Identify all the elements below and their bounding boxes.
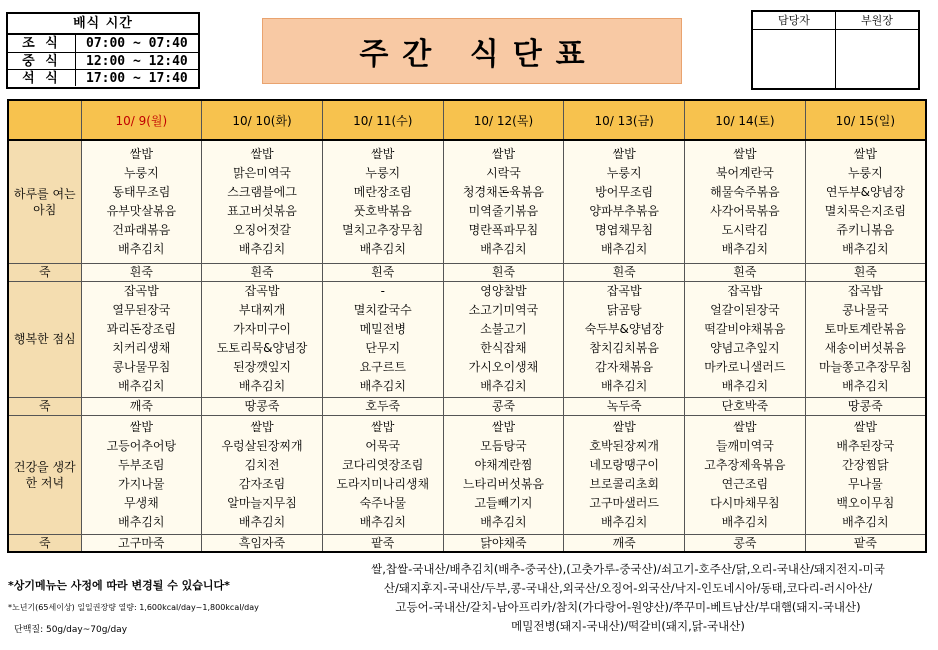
menu-cell: [322, 140, 443, 263]
menu-item: 마늘쫑고추장무침: [818, 360, 912, 374]
menu-item: 잡곡밥: [123, 284, 159, 298]
menu-item: 배추김치: [480, 241, 527, 256]
menu-item: 간장찜닭: [842, 457, 889, 472]
menu-item: 가지나물: [118, 476, 165, 491]
day-header: 10/ 12(목): [443, 100, 564, 140]
menu-item: 오징어젓갈: [233, 222, 292, 237]
menu-item: 소불고기: [480, 322, 527, 336]
menu-item: 다시마채무침: [710, 495, 780, 510]
menu-item: 누룽지: [847, 165, 883, 180]
serving-time: 07:00 ~ 07:40: [86, 36, 188, 51]
porridge-cell: 깨죽: [564, 534, 685, 552]
menu-item: 닭곰탕: [606, 303, 642, 317]
menu-item: 쌀밥: [853, 419, 877, 434]
menu-item: 쌀밥: [250, 146, 274, 161]
menu-cell: [322, 281, 443, 397]
menu-item: 멸치고추장무침: [342, 222, 424, 237]
menu-cell: [805, 140, 926, 263]
menu-cell: [443, 281, 564, 397]
menu-item: 쌀밥: [612, 419, 636, 434]
menu-item: 단무지: [365, 341, 401, 355]
menu-item: 양파부추볶음: [589, 203, 659, 218]
menu-item: 사각어묵볶음: [710, 203, 780, 218]
origin-info: [326, 560, 930, 636]
menu-item: 배추김치: [238, 514, 286, 529]
menu-item: 방어무조림: [595, 184, 654, 199]
menu-cell: [81, 415, 202, 534]
menu-item: 고등어추어탕: [106, 438, 177, 453]
menu-item: 잡곡밥: [244, 284, 280, 298]
signature-area: [753, 30, 835, 88]
menu-cell: [564, 140, 685, 263]
menu-item: 누룽지: [365, 165, 401, 180]
menu-item: 멸치묵은지조림: [824, 203, 906, 218]
serving-meal: 석 식: [8, 70, 76, 86]
day-header: 10/ 11(수): [322, 100, 443, 140]
serving-row-breakfast: [8, 35, 198, 52]
porridge-cell: 호두죽: [322, 397, 443, 415]
menu-cell: [202, 415, 323, 534]
energy-recommendation: *노년기(65세이상) 일일권장량 열량: 1,600kcal/day~1,800kcal/day: [8, 603, 259, 612]
porridge-cell: 고구마죽: [81, 534, 202, 552]
menu-item: 메밀전병: [359, 322, 406, 336]
menu-item: 배추김치: [359, 514, 406, 529]
porridge-cell: 깨죽: [81, 397, 202, 415]
menu-item: 배추김치: [600, 514, 648, 529]
menu-item: 누룽지: [606, 165, 642, 180]
menu-item: 북어계란국: [715, 165, 774, 180]
menu-item: 소고기미역국: [468, 303, 539, 317]
menu-item: 쌀밥: [612, 146, 636, 161]
menu-cell: [685, 415, 806, 534]
menu-cell: [443, 415, 564, 534]
menu-item: 우렁살된장찌개: [221, 438, 303, 453]
serving-row-lunch: [8, 52, 198, 69]
menu-item: 쌀밥: [371, 419, 395, 434]
menu-item: -: [380, 284, 385, 298]
approval-label: 담당자: [753, 12, 835, 30]
menu-cell: [805, 281, 926, 397]
porridge-cell: 흑임자죽: [202, 534, 323, 552]
porridge-cell: 흰죽: [443, 263, 564, 281]
day-header: 10/ 10(화): [202, 100, 323, 140]
protein-recommendation: 단백질: 50g/day~70g/day: [14, 625, 128, 635]
menu-item: 무나물: [847, 476, 883, 491]
menu-item: 메란장조림: [353, 184, 412, 199]
menu-item: 시락국: [486, 165, 521, 180]
porridge-cell: 콩죽: [685, 534, 806, 552]
approval-box: [751, 10, 920, 90]
menu-item: 얼갈이된장국: [710, 303, 780, 317]
row-label: 행복한 점심: [8, 281, 81, 397]
menu-item: 잡곡밥: [847, 284, 883, 298]
menu-item: 치커리생채: [112, 341, 171, 355]
change-notice: *상기메뉴는 사정에 따라 변경될 수 있습니다*: [8, 579, 230, 592]
menu-item: 배추김치: [842, 514, 889, 529]
menu-item: 동태무조림: [112, 184, 171, 199]
row-label: 죽: [8, 263, 81, 281]
menu-item: 숙주나물: [359, 495, 406, 510]
menu-item: 두부조림: [118, 457, 165, 472]
porridge-row: [8, 263, 926, 281]
menu-cell: [564, 281, 685, 397]
notes: [8, 577, 326, 635]
meal-row-dinner: [8, 415, 926, 534]
menu-item: 쌀밥: [733, 146, 757, 161]
row-label: 죽: [8, 534, 81, 552]
menu-item: 쌀밥: [491, 146, 516, 161]
menu-item: 가시오이생채: [468, 360, 539, 374]
menu-item: 영양찰밥: [480, 284, 527, 298]
menu-item: 배추김치: [118, 241, 165, 256]
menu-cell: [81, 281, 202, 397]
menu-item: 브로콜리초회: [589, 476, 659, 491]
menu-item: 숙두부&양념장: [584, 322, 664, 336]
day-header-row: [8, 100, 926, 140]
menu-item: 미역줄기볶음: [468, 203, 539, 218]
menu-item: 느타리버섯볶음: [462, 476, 545, 491]
menu-item: 모듬탕국: [480, 438, 527, 453]
serving-row-dinner: [8, 69, 198, 86]
menu-item: 야채계란찜: [474, 457, 533, 472]
menu-cell: [202, 140, 323, 263]
menu-item: 도라지미나리생채: [336, 476, 430, 491]
menu-cell: [322, 415, 443, 534]
menu-item: 명란폭파무침: [468, 222, 539, 237]
menu-item: 배추김치: [238, 379, 286, 393]
menu-item: 표고버섯볶음: [227, 203, 297, 218]
row-label: 하루를 여는 아침: [8, 140, 81, 263]
menu-item: 고추장제육볶음: [704, 457, 786, 472]
origin-line: 산/돼지후지-국내산/두부,콩-국내산,외국산/오징어-외국산/낙지-인도네시아/동태,코다리-러시아산/: [383, 581, 873, 595]
menu-item: 배추김치: [721, 379, 769, 393]
porridge-cell: 흰죽: [322, 263, 443, 281]
menu-item: 어묵국: [365, 438, 401, 453]
menu-item: 배추된장국: [836, 438, 895, 453]
porridge-cell: 흰죽: [564, 263, 685, 281]
menu-item: 네모랑땡구이: [589, 457, 659, 472]
approval-label: 부원장: [836, 12, 918, 30]
menu-item: 배추김치: [721, 241, 769, 256]
menu-item: 떡갈비야채볶음: [704, 322, 786, 336]
porridge-cell: 땅콩죽: [202, 397, 323, 415]
menu-item: 쌀밥: [491, 419, 516, 434]
porridge-cell: 흰죽: [685, 263, 806, 281]
menu-item: 쌀밥: [129, 146, 153, 161]
menu-item: 요구르트: [359, 360, 406, 374]
serving-meal: 조 식: [8, 35, 76, 52]
menu-item: 쌀밥: [129, 419, 153, 434]
menu-item: 멸치칼국수: [353, 303, 412, 317]
title-banner: [262, 18, 682, 84]
menu-item: 연근조림: [721, 476, 769, 491]
menu-item: 들깨미역국: [715, 438, 774, 453]
menu-item: 배추김치: [842, 379, 889, 393]
menu-item: 된장깻잎지: [233, 360, 292, 374]
menu-item: 배추김치: [600, 379, 648, 393]
menu-item: 호박된장찌개: [589, 438, 659, 453]
menu-item: 건파래볶음: [112, 222, 171, 237]
menu-item: 배추김치: [480, 514, 527, 529]
corner-cell: [8, 100, 81, 140]
menu-cell: [81, 140, 202, 263]
menu-item: 배추김치: [118, 379, 165, 393]
page-title: 주간 식단표: [359, 37, 599, 72]
porridge-cell: 팥죽: [322, 534, 443, 552]
menu-item: 참치김치볶음: [589, 341, 659, 355]
menu-item: 코다리엿장조림: [342, 457, 424, 472]
menu-item: 감자채볶음: [595, 360, 654, 374]
porridge-cell: 흰죽: [805, 263, 926, 281]
menu-item: 고들빼기지: [474, 495, 533, 510]
origin-line: 쌀,찹쌀-국내산/배추김치(배추-중국산),(고춧가루-중국산)/쇠고기-호주산/닭,오리-국내산/돼지전지-미국: [371, 562, 885, 576]
day-header: 10/ 13(금): [564, 100, 685, 140]
meal-row-breakfast: [8, 140, 926, 263]
menu-item: 배추김치: [842, 241, 889, 256]
menu-item: 알마늘지무침: [227, 495, 297, 510]
menu-item: 꽈리돈장조림: [106, 322, 177, 336]
menu-item: 배추김치: [118, 514, 165, 529]
menu-item: 배추김치: [480, 379, 527, 393]
porridge-cell: 팥죽: [805, 534, 926, 552]
menu-item: 풋호박볶음: [353, 203, 412, 218]
menu-item: 쌀밥: [250, 419, 274, 434]
porridge-cell: 닭야채죽: [443, 534, 564, 552]
menu-item: 배추김치: [238, 241, 286, 256]
porridge-row: [8, 534, 926, 552]
serving-time: 17:00 ~ 17:40: [86, 71, 188, 86]
origin-line: 고등어-국내산/갈치-남아프리카/참치(가다랑어-원양산)/쭈꾸미-베트남산/부대햄(돼지-국내산): [395, 600, 861, 614]
menu-cell: [202, 281, 323, 397]
serving-time-header: 배식 시간: [8, 14, 198, 35]
porridge-cell: 콩죽: [443, 397, 564, 415]
menu-item: 쌀밥: [853, 146, 877, 161]
menu-item: 마카로니샐러드: [704, 360, 786, 374]
origin-line: 메밀전병(돼지-국내산)/떡갈비(돼지,닭-국내산): [511, 619, 745, 633]
porridge-row: [8, 397, 926, 415]
menu-cell: [564, 415, 685, 534]
day-header: 10/ 15(일): [805, 100, 926, 140]
menu-item: 양념고추잎지: [710, 341, 780, 355]
porridge-cell: 흰죽: [81, 263, 202, 281]
menu-item: 배추김치: [600, 241, 648, 256]
weekly-menu-table: [7, 99, 927, 553]
menu-item: 도시락김: [721, 222, 769, 237]
menu-item: 잡곡밥: [606, 284, 642, 298]
serving-time: 12:00 ~ 12:40: [86, 54, 188, 69]
porridge-cell: 단호박죽: [685, 397, 806, 415]
menu-item: 해물숙주볶음: [710, 184, 780, 199]
menu-cell: [685, 281, 806, 397]
menu-item: 토마토계란볶음: [824, 322, 906, 336]
menu-item: 새송이버섯볶음: [824, 341, 906, 355]
row-label: 죽: [8, 397, 81, 415]
menu-item: 콩나물무침: [112, 360, 171, 374]
menu-item: 가자미구이: [233, 322, 292, 336]
porridge-cell: 흰죽: [202, 263, 323, 281]
menu-cell: [805, 415, 926, 534]
menu-item: 유부맛살볶음: [106, 203, 177, 218]
row-label: 건강을 생각한 저녁: [8, 415, 81, 534]
menu-item: 명엽채무침: [595, 222, 654, 237]
approval-col-manager: [753, 12, 835, 88]
menu-item: 고구마샐러드: [589, 495, 659, 510]
menu-item: 무생채: [123, 495, 159, 510]
menu-item: 배추김치: [721, 514, 769, 529]
menu-item: 쌀밥: [733, 419, 757, 434]
menu-item: 콩나물국: [842, 303, 889, 317]
menu-cell: [685, 140, 806, 263]
menu-cell: [443, 140, 564, 263]
porridge-cell: 땅콩죽: [805, 397, 926, 415]
menu-item: 부대찌개: [238, 303, 286, 317]
menu-item: 청경채돈육볶음: [462, 184, 545, 199]
menu-item: 도토리묵&양념장: [216, 341, 308, 355]
menu-item: 스크램블에그: [227, 184, 297, 199]
menu-item: 연두부&양념장: [825, 184, 905, 199]
serving-time-box: [6, 12, 200, 89]
menu-item: 누룽지: [123, 165, 159, 180]
menu-item: 배추김치: [359, 241, 406, 256]
day-header: 10/ 14(토): [685, 100, 806, 140]
menu-item: 김치전: [244, 457, 280, 472]
signature-area: [836, 30, 918, 88]
menu-item: 쌀밥: [371, 146, 395, 161]
menu-item: 백오이무침: [836, 495, 895, 510]
meal-row-lunch: [8, 281, 926, 397]
menu-item: 감자조림: [238, 476, 286, 491]
menu-item: 잡곡밥: [727, 284, 763, 298]
menu-item: 열무된장국: [112, 303, 171, 317]
porridge-cell: 녹두죽: [564, 397, 685, 415]
menu-item: 한식잡채: [480, 341, 527, 355]
day-header: 10/ 9(월): [81, 100, 202, 140]
serving-meal: 중 식: [8, 53, 76, 69]
menu-item: 쥬키니볶음: [836, 222, 895, 237]
approval-col-vice-director: [835, 12, 918, 88]
menu-item: 배추김치: [359, 379, 406, 393]
menu-item: 맑은미역국: [233, 165, 292, 180]
